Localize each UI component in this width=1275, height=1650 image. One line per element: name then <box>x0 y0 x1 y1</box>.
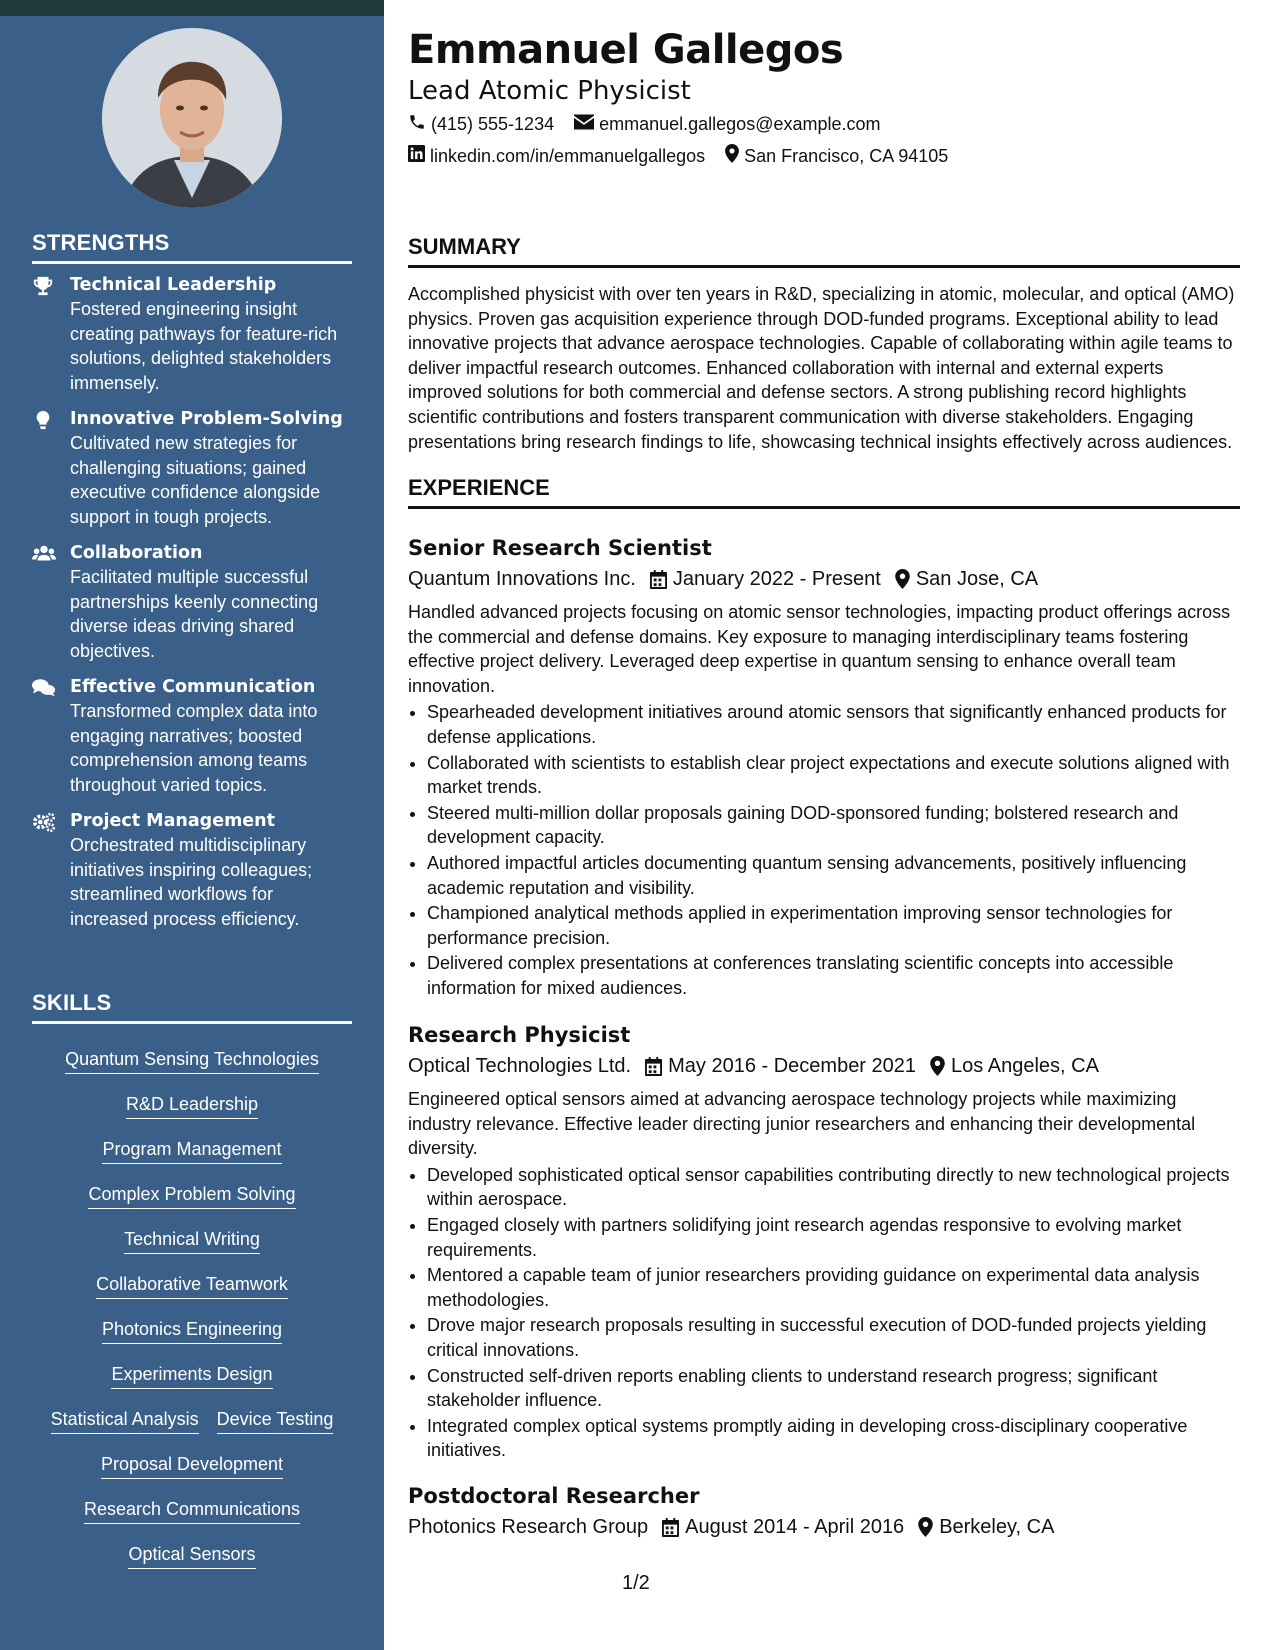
summary-text: Accomplished physicist with over ten years in R&D, specializing in atomic, molecular, and optical (AMO) physics. Proven gas acquisition experience through DOD-funded programs. Exceptional ability to lead innovative projects that advance aerospace technologies. Capable of collaborating within agile teams to deliver impactful research outcomes. Enhanced collaboration with internal and external experts improved solutions for both commercial and defense sectors. A strong publishing record highlights scientific contributions and fosters transparent communication with diverse stakeholders. Engaging presentations bring research findings to life, showcasing technical insights effectively across audiences. <box>408 284 1235 452</box>
skill-tag: Collaborative Teamwork <box>96 1273 288 1299</box>
strength-title: Project Management <box>70 811 275 831</box>
job-meta <box>408 564 1240 594</box>
job-location: Los Angeles, CA <box>951 1055 1099 1077</box>
candidate-name: Emmanuel Gallegos <box>408 27 844 73</box>
job-title: Research Physicist <box>408 1023 631 1047</box>
email-icon <box>574 114 594 135</box>
skill-tag: Program Management <box>102 1138 281 1164</box>
calendar-icon <box>662 1518 679 1537</box>
job-title: Senior Research Scientist <box>408 536 712 560</box>
list-item: • Engaged closely with partners solidifying joint research agendas responsive to evolving market requirements. <box>427 1213 1240 1262</box>
map-pin-icon <box>930 1056 945 1076</box>
job-company: Photonics Research Group <box>408 1516 649 1538</box>
skill-tag: Device Testing <box>217 1408 334 1434</box>
linkedin-text[interactable]: linkedin.com/in/emmanuelgallegos <box>430 145 706 166</box>
skill-tag: Photonics Engineering <box>102 1318 282 1344</box>
profile-photo <box>102 28 282 208</box>
strength-item <box>32 541 352 663</box>
strengths-list <box>32 273 352 943</box>
map-pin-icon <box>918 1517 933 1537</box>
strength-item <box>32 273 352 395</box>
summary-heading: SUMMARY <box>408 234 1240 268</box>
job-dates: August 2014 - April 2016 <box>685 1516 905 1538</box>
job-dates: May 2016 - December 2021 <box>668 1055 917 1077</box>
strength-desc: Transformed complex data into engaging narratives; boosted comprehension among teams throughout varied topics. <box>70 701 318 795</box>
phone-icon <box>408 113 426 136</box>
job-entry <box>408 1021 1240 1464</box>
sidebar <box>0 16 384 1650</box>
lightbulb-icon <box>32 407 70 529</box>
users-icon <box>32 541 70 663</box>
candidate-title: Lead Atomic Physicist <box>408 76 691 106</box>
experience-heading: EXPERIENCE <box>408 475 1240 509</box>
list-item: • Constructed self-driven reports enabling clients to understand research progress; significant stakeholder influence. <box>427 1364 1240 1413</box>
gears-icon <box>32 809 70 931</box>
skill-tag: R&D Leadership <box>126 1093 258 1119</box>
page-number: 1/2 <box>622 1572 650 1594</box>
skill-tag: Quantum Sensing Technologies <box>65 1048 319 1074</box>
strength-item <box>32 407 352 529</box>
map-pin-icon <box>895 569 910 589</box>
job-bullets <box>408 700 1240 1000</box>
contact-row-1 <box>408 113 895 136</box>
strength-desc: Facilitated multiple successful partnerships keenly connecting diverse ideas driving shared objectives. <box>70 567 319 661</box>
job-title: Postdoctoral Researcher <box>408 1484 700 1508</box>
strength-title: Technical Leadership <box>70 275 277 295</box>
strength-title: Effective Communication <box>70 677 316 697</box>
strengths-heading: STRENGTHS <box>32 230 352 264</box>
contact-row-2 <box>408 144 962 168</box>
linkedin-icon <box>408 145 425 167</box>
strength-desc: Fostered engineering insight creating pathways for feature-rich solutions, delighted stakeholders immensely. <box>70 299 338 393</box>
job-location: Berkeley, CA <box>939 1516 1055 1538</box>
job-company: Quantum Innovations Inc. <box>408 568 636 590</box>
list-item: • Mentored a capable team of junior researchers providing guidance on experimental data analysis methodologies. <box>427 1263 1240 1312</box>
trophy-icon <box>32 273 70 395</box>
strength-title: Collaboration <box>70 543 203 563</box>
job-description: Handled advanced projects focusing on atomic sensor technologies, impacting product offerings across the commercial and defense domains. Key exposure to managing interdisciplinary teams fostering effective project delivery. Leveraged deep expertise in quantum sensing to enhance overall team innovation. <box>408 602 1231 696</box>
calendar-icon <box>645 1057 662 1076</box>
skill-tag: Proposal Development <box>101 1453 283 1479</box>
job-entry <box>408 534 1240 1002</box>
list-item: • Developed sophisticated optical sensor capabilities contributing directly to new technological projects within aerospace. <box>427 1163 1240 1212</box>
job-company: Optical Technologies Ltd. <box>408 1055 632 1077</box>
map-pin-icon <box>725 144 739 168</box>
calendar-icon <box>650 570 667 589</box>
strength-item <box>32 675 352 797</box>
strength-title: Innovative Problem-Solving <box>70 409 343 429</box>
job-description: Engineered optical sensors aimed at advancing aerospace technology projects while maximizing industry relevance. Effective leader directing junior researchers and enhancing their developmental diversity. <box>408 1089 1196 1159</box>
skill-tag: Optical Sensors <box>128 1543 255 1569</box>
list-item: • Integrated complex optical systems promptly aiding in developing cross-disciplinary cooperative initiatives. <box>427 1414 1240 1463</box>
location-text: San Francisco, CA 94105 <box>744 145 949 166</box>
job-meta <box>408 1512 1240 1542</box>
list-item: • Delivered complex presentations at conferences translating scientific concepts into accessible information for mixed audiences. <box>427 951 1240 1000</box>
list-item: • Collaborated with scientists to establish clear project expectations and execute solutions aligned with market trends. <box>427 751 1240 800</box>
job-meta <box>408 1051 1240 1081</box>
job-location: San Jose, CA <box>915 568 1039 590</box>
skill-tag: Statistical Analysis <box>51 1408 199 1434</box>
job-dates: January 2022 - Present <box>672 568 881 590</box>
list-item: • Authored impactful articles documenting quantum sensing advancements, positively influencing academic reputation and visibility. <box>427 851 1240 900</box>
skills-list <box>32 1048 352 1588</box>
email-text[interactable]: emmanuel.gallegos@example.com <box>599 114 881 134</box>
strength-item <box>32 809 352 931</box>
skill-tag: Complex Problem Solving <box>88 1183 295 1209</box>
list-item: • Drove major research proposals resulting in successful execution of DOD-funded projects yielding critical innovations. <box>427 1313 1240 1362</box>
strength-desc: Orchestrated multidisciplinary initiatives inspiring colleagues; streamlined workflows for increased process efficiency. <box>70 835 313 929</box>
phone-text[interactable]: (415) 555-1234 <box>431 114 555 134</box>
list-item: • Steered multi-million dollar proposals gaining DOD-sponsored funding; bolstered research and development capacity. <box>427 801 1240 850</box>
skills-heading: SKILLS <box>32 990 352 1024</box>
sidebar-top-strip <box>0 0 384 16</box>
list-item: • Spearheaded development initiatives around atomic sensors that significantly enhanced products for defense applications. <box>427 700 1240 749</box>
skill-tag: Research Communications <box>84 1498 300 1524</box>
job-entry <box>408 1482 1240 1548</box>
comments-icon <box>32 675 70 797</box>
skill-tag: Experiments Design <box>111 1363 272 1389</box>
skill-tag: Technical Writing <box>124 1228 260 1254</box>
list-item: • Championed analytical methods applied in experimentation improving sensor technologies for performance precision. <box>427 901 1240 950</box>
strength-desc: Cultivated new strategies for challenging situations; gained executive confidence alongside support in tough projects. <box>70 433 321 527</box>
job-bullets <box>408 1163 1240 1463</box>
